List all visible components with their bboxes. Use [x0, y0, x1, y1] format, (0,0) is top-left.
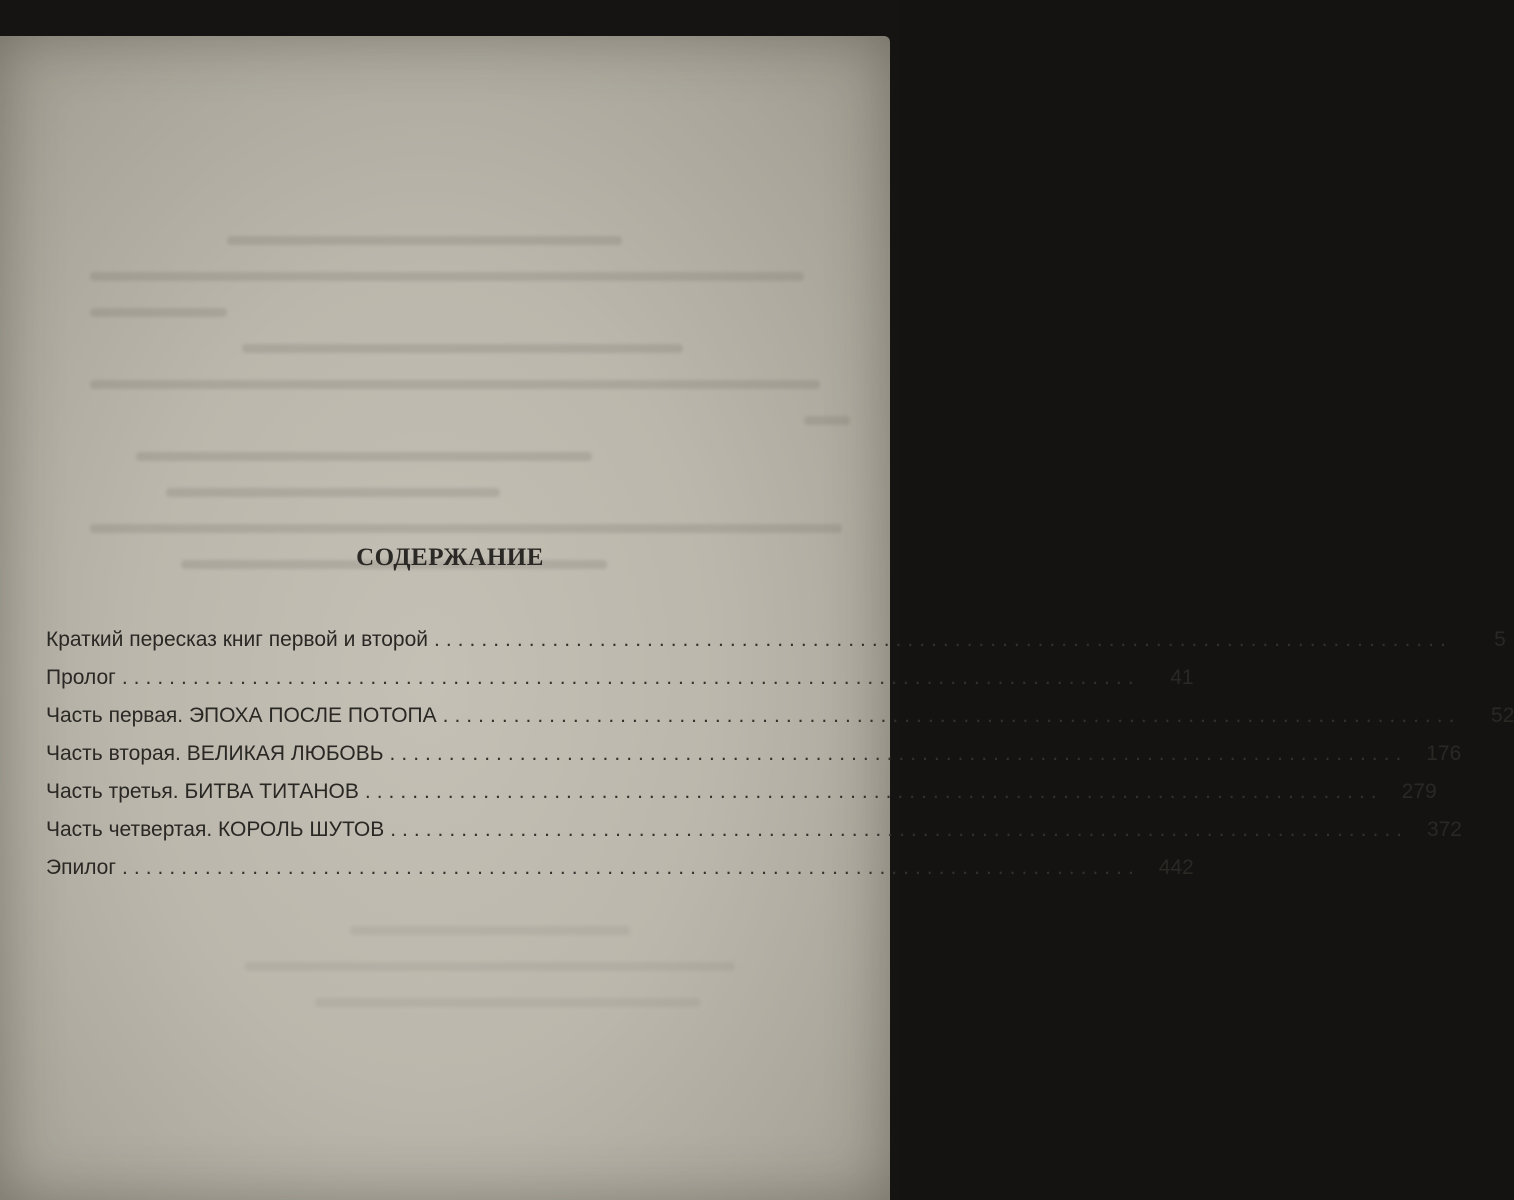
dot-leader: ...................................................................................... — [121, 666, 1140, 689]
toc-list — [46, 628, 1514, 894]
dot-leader: ...................................................................................... — [122, 856, 1140, 879]
toc-entry-title: Часть четвертая. КОРОЛЬ ШУТОВ — [46, 818, 385, 841]
toc-entry — [46, 856, 1194, 894]
dot-leader: ...................................................................................... — [390, 818, 1408, 841]
toc-entry-page: 5 — [1494, 628, 1506, 651]
toc-entry-page: 41 — [1170, 666, 1194, 689]
toc-entry — [46, 628, 1506, 666]
dot-leader: ...................................................................................... — [364, 780, 1383, 803]
toc-entry-page: 372 — [1426, 818, 1462, 841]
toc-entry — [46, 818, 1462, 856]
toc-entry — [46, 666, 1194, 704]
toc-entry-title: Краткий пересказ книг первой и второй — [46, 628, 429, 651]
toc-entry-page: 279 — [1401, 780, 1437, 803]
toc-entry — [46, 780, 1437, 818]
toc-entry-page: 176 — [1426, 742, 1462, 765]
toc-entry-page: 442 — [1158, 856, 1194, 879]
book-page — [0, 36, 890, 1200]
toc-heading: СОДЕРЖАНИЕ — [356, 544, 544, 571]
dot-leader: ...................................................................................... — [389, 742, 1408, 765]
toc-entry-title: Часть третья. БИТВА ТИТАНОВ — [46, 780, 359, 803]
toc-entry-title: Эпилог — [46, 856, 117, 879]
dot-leader: ...................................................................................... — [434, 628, 1452, 651]
dot-leader: ...................................................................................... — [442, 704, 1461, 727]
toc-entry-page: 52 — [1491, 704, 1514, 727]
bleed-through-text-lower — [140, 926, 840, 1126]
toc-entry-title: Пролог — [46, 666, 116, 689]
toc-entry — [46, 704, 1514, 742]
toc-entry-title: Часть первая. ЭПОХА ПОСЛЕ ПОТОПА — [46, 704, 437, 727]
toc-entry-title: Часть вторая. ВЕЛИКАЯ ЛЮБОВЬ — [46, 742, 384, 765]
toc-entry — [46, 742, 1462, 780]
bleed-through-text — [90, 236, 850, 566]
